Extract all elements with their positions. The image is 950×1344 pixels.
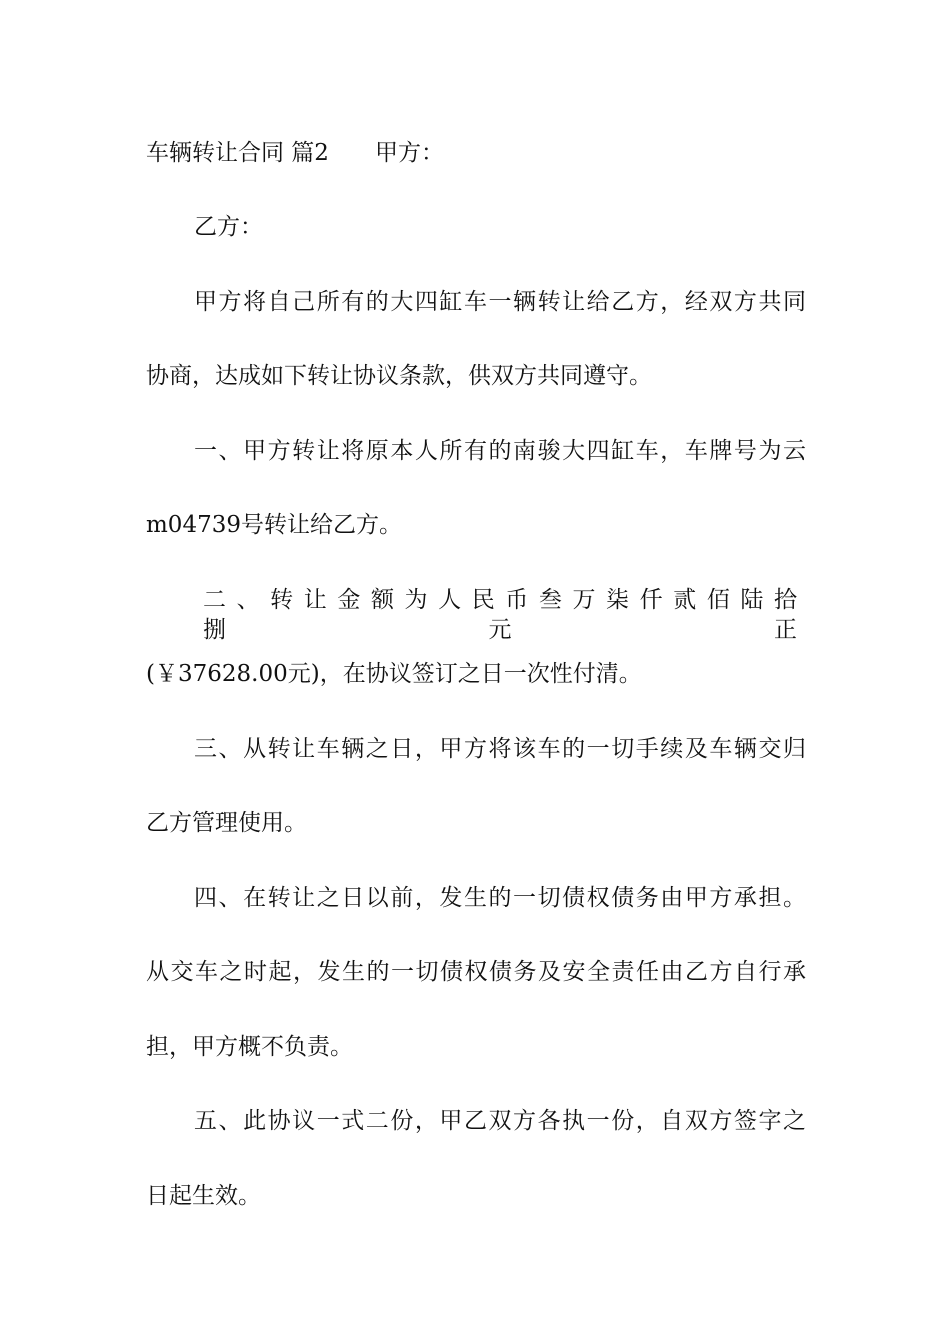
party-b-label: 乙方：	[194, 214, 263, 240]
clause-5-line-2: 日起生效。	[146, 1183, 261, 1209]
clause-4-line-3: 担，甲方概不负责。	[146, 1034, 353, 1060]
clause-3-line-1: 三、从转让车辆之日，甲方将该车的一切手续及车辆交归	[194, 736, 806, 762]
clause-2-line-2: (￥37628.00元)，在协议签订之日一次性付清。	[146, 661, 642, 687]
paragraph-intro-line-2: 协商，达成如下转让协议条款，供双方共同遵守。	[146, 363, 652, 389]
party-a-label: 甲方：	[374, 140, 444, 166]
clause-3-line-2: 乙方管理使用。	[146, 810, 307, 836]
contract-title: 车辆转让合同 篇2	[146, 140, 329, 166]
clause-1-line-1: 一、甲方转让将原本人所有的南骏大四缸车，车牌号为云	[194, 438, 806, 464]
clause-5-line-1: 五、此协议一式二份，甲乙双方各执一份，自双方签字之	[194, 1108, 806, 1134]
clause-4-line-1: 四、在转让之日以前，发生的一切债权债务由甲方承担。	[194, 885, 806, 911]
clause-1-line-2: m04739号转让给乙方。	[146, 512, 402, 538]
clause-2-line-1: 二、转让金额为人民币叁万柒仟贰佰陆拾捌元正	[203, 587, 806, 643]
heading-line	[146, 138, 806, 168]
paragraph-intro-line-1: 甲方将自己所有的大四缸车一辆转让给乙方，经双方共同	[194, 289, 806, 315]
clause-4-line-2: 从交车之时起，发生的一切债权债务及安全责任由乙方自行承	[146, 959, 806, 985]
